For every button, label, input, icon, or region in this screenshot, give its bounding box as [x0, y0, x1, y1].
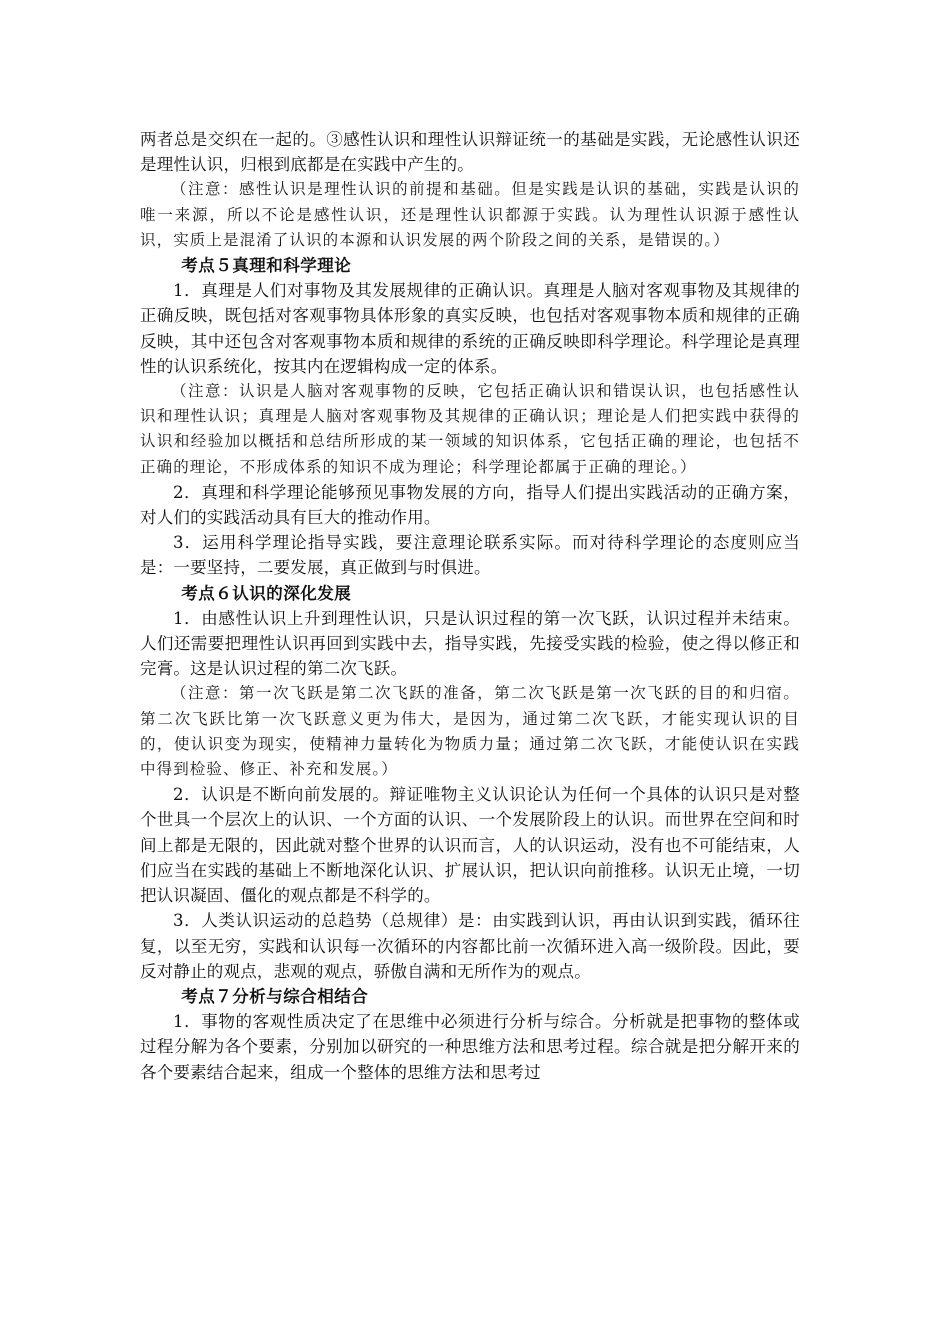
note-paragraph: （注意：认识是人脑对客观事物的反映，它包括正确认识和错误认识，也包括感性认识和理性认识；真理是人脑对客观事物及其规律的正确认识；理论是人们把实践中获得的认识和经验加以概括和总结所形成的某一领域的知识体系，它包括正确的理论，也包括不正确的理论，不形成体系的知识不成为理论；科学理论都属于正确的理论。） — [140, 382, 800, 476]
note-paragraph: （注意：感性认识是理性认识的前提和基础。但是实践是认识的基础，实践是认识的唯一来源，所以不论是感性认识，还是理性认识都源于实践。认为理性认识源于感性认识，实质上是混淆了认识的本源和认识发展的两个阶段之间的关系，是错误的。） — [140, 180, 800, 249]
section-heading-kaodian-7: 考点７分析与综合相结合 — [181, 986, 369, 1006]
paragraph-continuation: 两者总是交织在一起的。③感性认识和理性认识辩证统一的基础是实践，无论感性认识还是理性认识，归根到底都是在实践中产生的。 — [140, 130, 800, 175]
body-paragraph: 2．真理和科学理论能够预见事物发展的方向，指导人们提出实践活动的正确方案，对人们的实践活动具有巨大的推动作用。 — [140, 482, 800, 528]
body-paragraph: 2．认识是不断向前发展的。辩证唯物主义认识论认为任何一个具体的认识只是对整个世具一个层次上的认识、一个方面的认识、一个发展阶段上的认识。而世界在空间和时间上都是无限的，因此就对整个世界的认识而言，人的认识运动，没有也不可能结束，人们应当在实践的基础上不断地深化认识、扩展认识，把认识向前推移。认识无止境，一切把认识凝固、僵化的观点都是不科学的。 — [140, 785, 800, 906]
section-heading-kaodian-5: 考点５真理和科学理论 — [181, 256, 352, 276]
body-paragraph: 1．事物的客观性质决定了在思维中必须进行分析与综合。分析就是把事物的整体或过程分解为各个要素，分别加以研究的一种思维方法和思考过程。综合就是把分解开来的各个要素结合起来，组成一个整体的思维方法和思考过 — [140, 1012, 800, 1082]
document-body — [140, 127, 800, 1085]
section-heading-kaodian-6: 考点６认识的深化发展 — [181, 583, 352, 603]
body-paragraph: 3．运用科学理论指导实践，要注意理论联系实际。而对待科学理论的态度则应当是：一要坚持，二要发展，真正做到与时俱进。 — [140, 533, 800, 578]
note-paragraph: （注意：第一次飞跃是第二次飞跃的准备，第二次飞跃是第一次飞跃的目的和归宿。第二次飞跃比第一次飞跃意义更为伟大，是因为，通过第二次飞跃，才能实现认识的目的，使认识变为现实，使精神力量转化为物质力量；通过第二次飞跃，才能使认识在实践中得到检验、修正、补充和发展。） — [140, 684, 800, 779]
body-paragraph: 1．真理是人们对事物及其发展规律的正确认识。真理是人脑对客观事物及其规律的正确反映，既包括对客观事物具体形象的真实反映，也包括对客观事物本质和规律的正确反映，其中还包含对客观事物本质和规律的系统的正确反映即科学理论。科学理论是真理性的认识系统化，按其内在逻辑构成一定的体系。 — [140, 281, 800, 376]
body-paragraph: 3．人类认识运动的总趋势（总规律）是：由实践到认识，再由认识到实践，循环往复，以至无穷，实践和认识每一次循环的内容都比前一次循环进入高一级阶段。因此，要反对静止的观点，悲观的观点，骄傲自满和无所作为的观点。 — [140, 911, 800, 981]
body-paragraph: 1．由感性认识上升到理性认识，只是认识过程的第一次飞跃，认识过程并未结束。人们还需要把理性认识再回到实践中去，指导实践，先接受实践的检验，使之得以修正和完膏。这是认识过程的第二次飞跃。 — [140, 608, 800, 679]
